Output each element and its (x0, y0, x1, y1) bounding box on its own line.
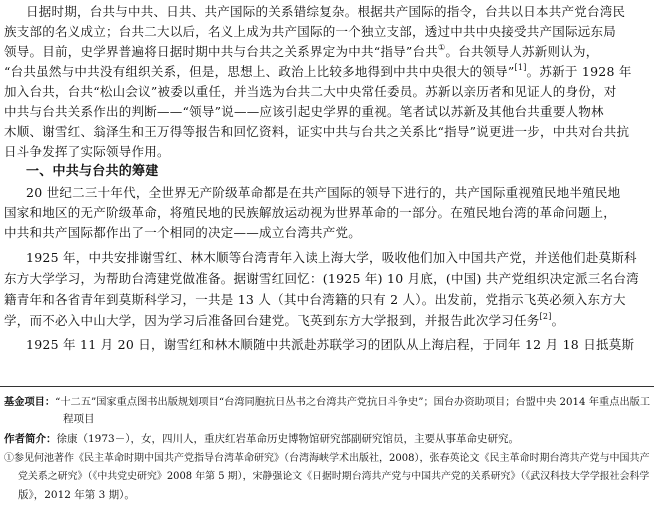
text-line: 日斗争发挥了实际领导作用。 (4, 144, 170, 159)
text-line: 20 世纪二三十年代，全世界无产阶级革命都是在共产国际的领导下进行的，共产国际重视殖民地半殖民地 (26, 185, 621, 200)
text-line: 国家和地区的无产阶级革命，将殖民地的民族解放运动视为世界革命的一部分。在殖民地台湾的革命问题上， (4, 205, 617, 220)
text-line: 学，而不必入中山大学，因为学习后准备回台建党。飞英到东方大学报到，并报告此次学习任务[2]。 (4, 312, 565, 328)
text-line: 日据时期，台共与中共、日共、共产国际的关系错综复杂。根据共产国际的指令，台共以日本共产党台湾民 (26, 4, 626, 19)
text-line: 领导。目前，史学界普遍将日据时期中共与台共之关系界定为中共“指导”台共①。台共领导人苏新则认为， (4, 43, 599, 59)
footnote-1: ①参见何池著作《民主革命时期中国共产党指导台湾革命研究》（台湾海峡学术出版社，2008），张春英论文《民主革命时期台湾共产党与中国共产 (4, 453, 650, 464)
footnote-1-continued: 版》，2012 年第 3 期）。 (18, 489, 135, 501)
section-heading: 一、中共与台共的筹建 (26, 164, 159, 179)
fund-note: 基金项目：“十二五”国家重点图书出版规划项目“台湾同胞抗日丛书之台湾共产党抗日斗争史”；国台办资助项目；台盟中央 2014 年重点出版工 (4, 397, 651, 408)
text-line: “台共虽然与中共没有组织关系，但是，思想上、政治上比较多地得到中共中央很大的领导”[1]。苏新于 1928 年 (4, 63, 632, 79)
footnote-divider (0, 386, 654, 387)
text-line: 籍青年和各省青年到莫斯科学习，一共是 13 人（其中台湾籍的只有 2 人）。出发前，党指示飞英必须入东方大 (4, 292, 626, 307)
text-line: 1925 年 11 月 20 日，谢雪红和林木顺随中共派赴苏联学习的团队从上海启程，于同年 12 月 18 日抵莫斯 (26, 337, 635, 352)
text-line: 木顺、谢雪红、翁泽生和王万得等报告和回忆资料，证实中共与台共之关系比“指导”说更进一步，中共对台共抗 (4, 124, 630, 139)
footnote-1-continued: 党关系之研究》（《中共党史研究》2008 年第 5 期），宋静强论文《日据时期台湾共产党与中国共产党的关系研究》（《武汉科技大学学报社会科学 (18, 471, 650, 482)
text-line: 中共和共产国际都作出了一个相同的决定——成立台湾共产党。 (4, 225, 362, 240)
fund-note-continued: 程项目 (63, 413, 95, 425)
text-line: 加入台共，台共“松山会议”被委以重任，并当选为台共二大中央常任委员。苏新以亲历者和见证人的身份，对 (4, 84, 617, 99)
reference-marker: [2] (539, 312, 552, 321)
reference-marker: [1] (514, 63, 527, 72)
author-note: 作者简介：徐康（1973－），女，四川人，重庆红岩革命历史博物馆研究部副研究馆员，主要从事革命史研究。 (4, 433, 519, 445)
footnote-marker: ① (438, 43, 446, 52)
text-line: 东方大学学习，为帮助台湾建党做准备。据谢雪红回忆：(1925 年) 10 月底，(中国) 共产党组织决定派三名台湾 (4, 271, 639, 286)
text-line: 中共与台共关系作出的判断——“领导”说——应该引起史学界的重视。笔者试以苏新及其他台共重要人物林 (4, 104, 604, 119)
text-line: 族支部的名义成立；台共二大以后，名义上成为共产国际的一个独立支部，透过中共中央接受共产国际远东局 (4, 24, 617, 39)
text-line: 1925 年，中共安排谢雪红、林木顺等台湾青年入读上海大学，吸收他们加入中国共产党，并送他们赴莫斯科 (26, 250, 637, 265)
